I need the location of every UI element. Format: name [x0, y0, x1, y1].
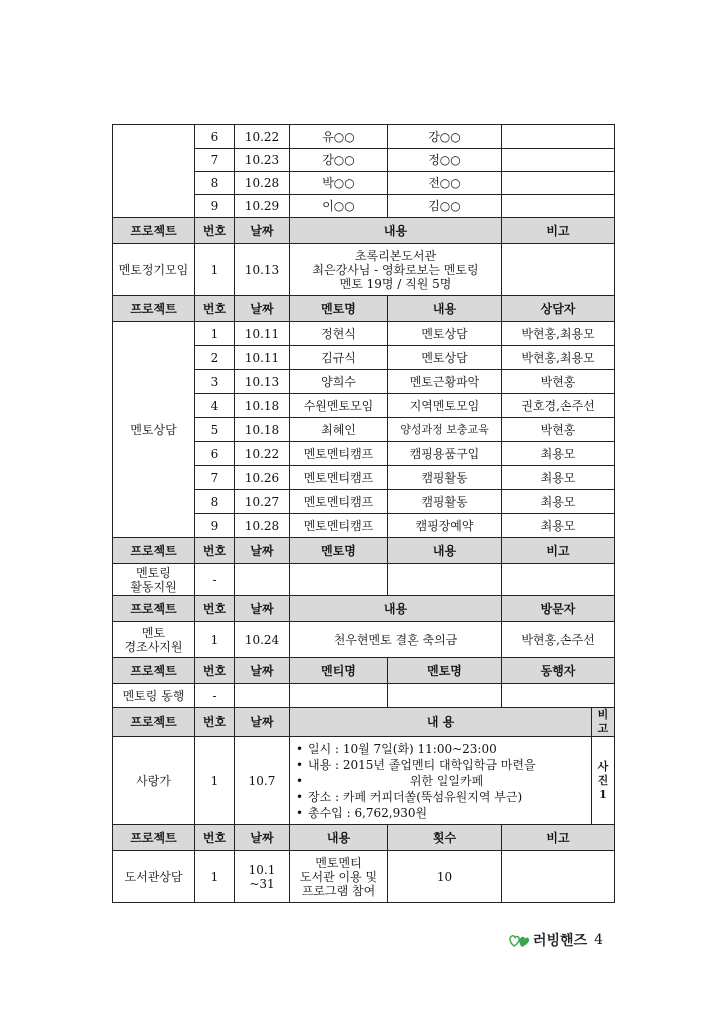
page-footer: [508, 930, 603, 950]
header-row: 프로젝트 번호 날짜 멘티명 멘토명 동행자: [113, 658, 615, 684]
table-row: 멘토정기모임 1 10.13 초록리본도서관 최은강사님 - 영화로보는 멘토링 멘토 19명 / 직원 5명: [113, 244, 615, 296]
table-row: 8 10.27 멘토멘티캠프 캠핑활동 최용모: [113, 490, 615, 514]
table-row: 5 10.18 최혜인 양성과정 보충교육 박현홍: [113, 418, 615, 442]
table-row: 도서관상담 1 10.1 ~31 멘토멘티 도서관 이용 및 프로그램 참여 10: [113, 851, 615, 903]
header-row: 프로젝트 번호 날짜 내 용 비고: [113, 708, 615, 737]
table-row: 3 10.13 양희수 멘토근황파악 박현홍: [113, 370, 615, 394]
header-row: 프로젝트 번호 날짜 멘토명 내용 상담자: [113, 296, 615, 322]
table-row: 9 10.29 이○○ 김○○: [113, 195, 615, 218]
header-row: 프로젝트 번호 날짜 내용 횟수 비고: [113, 825, 615, 851]
table-row: 멘토링 활동지원 -: [113, 564, 615, 596]
document-page: [112, 124, 614, 903]
table-row: 멘토 경조사지원 1 10.24 천우현멘토 결혼 축의금 박현홍,손주선: [113, 622, 615, 658]
table-row: 8 10.28 박○○ 전○○: [113, 172, 615, 195]
meeting-content: 초록리본도서관 최은강사님 - 영화로보는 멘토링 멘토 19명 / 직원 5명: [290, 244, 502, 296]
table-row: 사랑가 1 10.7 • 일시 : 10월 7일(화) 11:00~23:00 • 내용 : 2015년 졸업멘티 대학입학금 마련을 • 위한 일일카페 • 장소 : 카페 커피더쏠(뚝섬유원지역 부근) • 총수입 : 6,762,930원 사진1: [113, 737, 615, 825]
header-row: 프로젝트 번호 날짜 멘토명 내용 비고: [113, 538, 615, 564]
activity-support-project: 멘토링 활동지원: [113, 564, 195, 596]
library-date: 10.1 ~31: [235, 851, 290, 903]
brand-name: 러빙핸즈: [533, 933, 588, 949]
table-row: 9 10.28 멘토멘티캠프 캠핑장예약 최용모: [113, 514, 615, 538]
table-row: 7 10.23 강○○ 정○○: [113, 149, 615, 172]
report-table: [112, 124, 615, 903]
page-number: 4: [594, 932, 604, 948]
table-row: 멘토상담 1 10.11 정현식 멘토상담 박현홍,최용모: [113, 322, 615, 346]
library-content: 멘토멘티 도서관 이용 및 프로그램 참여: [290, 851, 388, 903]
header-row: 프로젝트 번호 날짜 내용 방문자: [113, 596, 615, 622]
table-row: 6 10.22 유○○ 강○○: [113, 125, 615, 149]
table-row: 7 10.26 멘토멘티캠프 캠핑활동 최용모: [113, 466, 615, 490]
table-row: 6 10.22 멘토멘티캠프 캠핑용품구입 최용모: [113, 442, 615, 466]
sarangga-details: • 일시 : 10월 7일(화) 11:00~23:00 • 내용 : 2015년 졸업멘티 대학입학금 마련을 • 위한 일일카페 • 장소 : 카페 커피더쏠(뚝섬유원지역 부근) • 총수입 : 6,762,930원: [290, 737, 592, 825]
congrats-project: 멘토 경조사지원: [113, 622, 195, 658]
table-row: 4 10.18 수원멘토모임 지역멘토모임 권호경,손주선: [113, 394, 615, 418]
table-row: 2 10.11 김규식 멘토상담 박현홍,최용모: [113, 346, 615, 370]
table-row: 멘토링 동행 -: [113, 684, 615, 708]
hands-logo-icon: [508, 932, 530, 948]
empty-project-cell: [113, 125, 195, 218]
header-row: 프로젝트 번호 날짜 내용 비고: [113, 218, 615, 244]
